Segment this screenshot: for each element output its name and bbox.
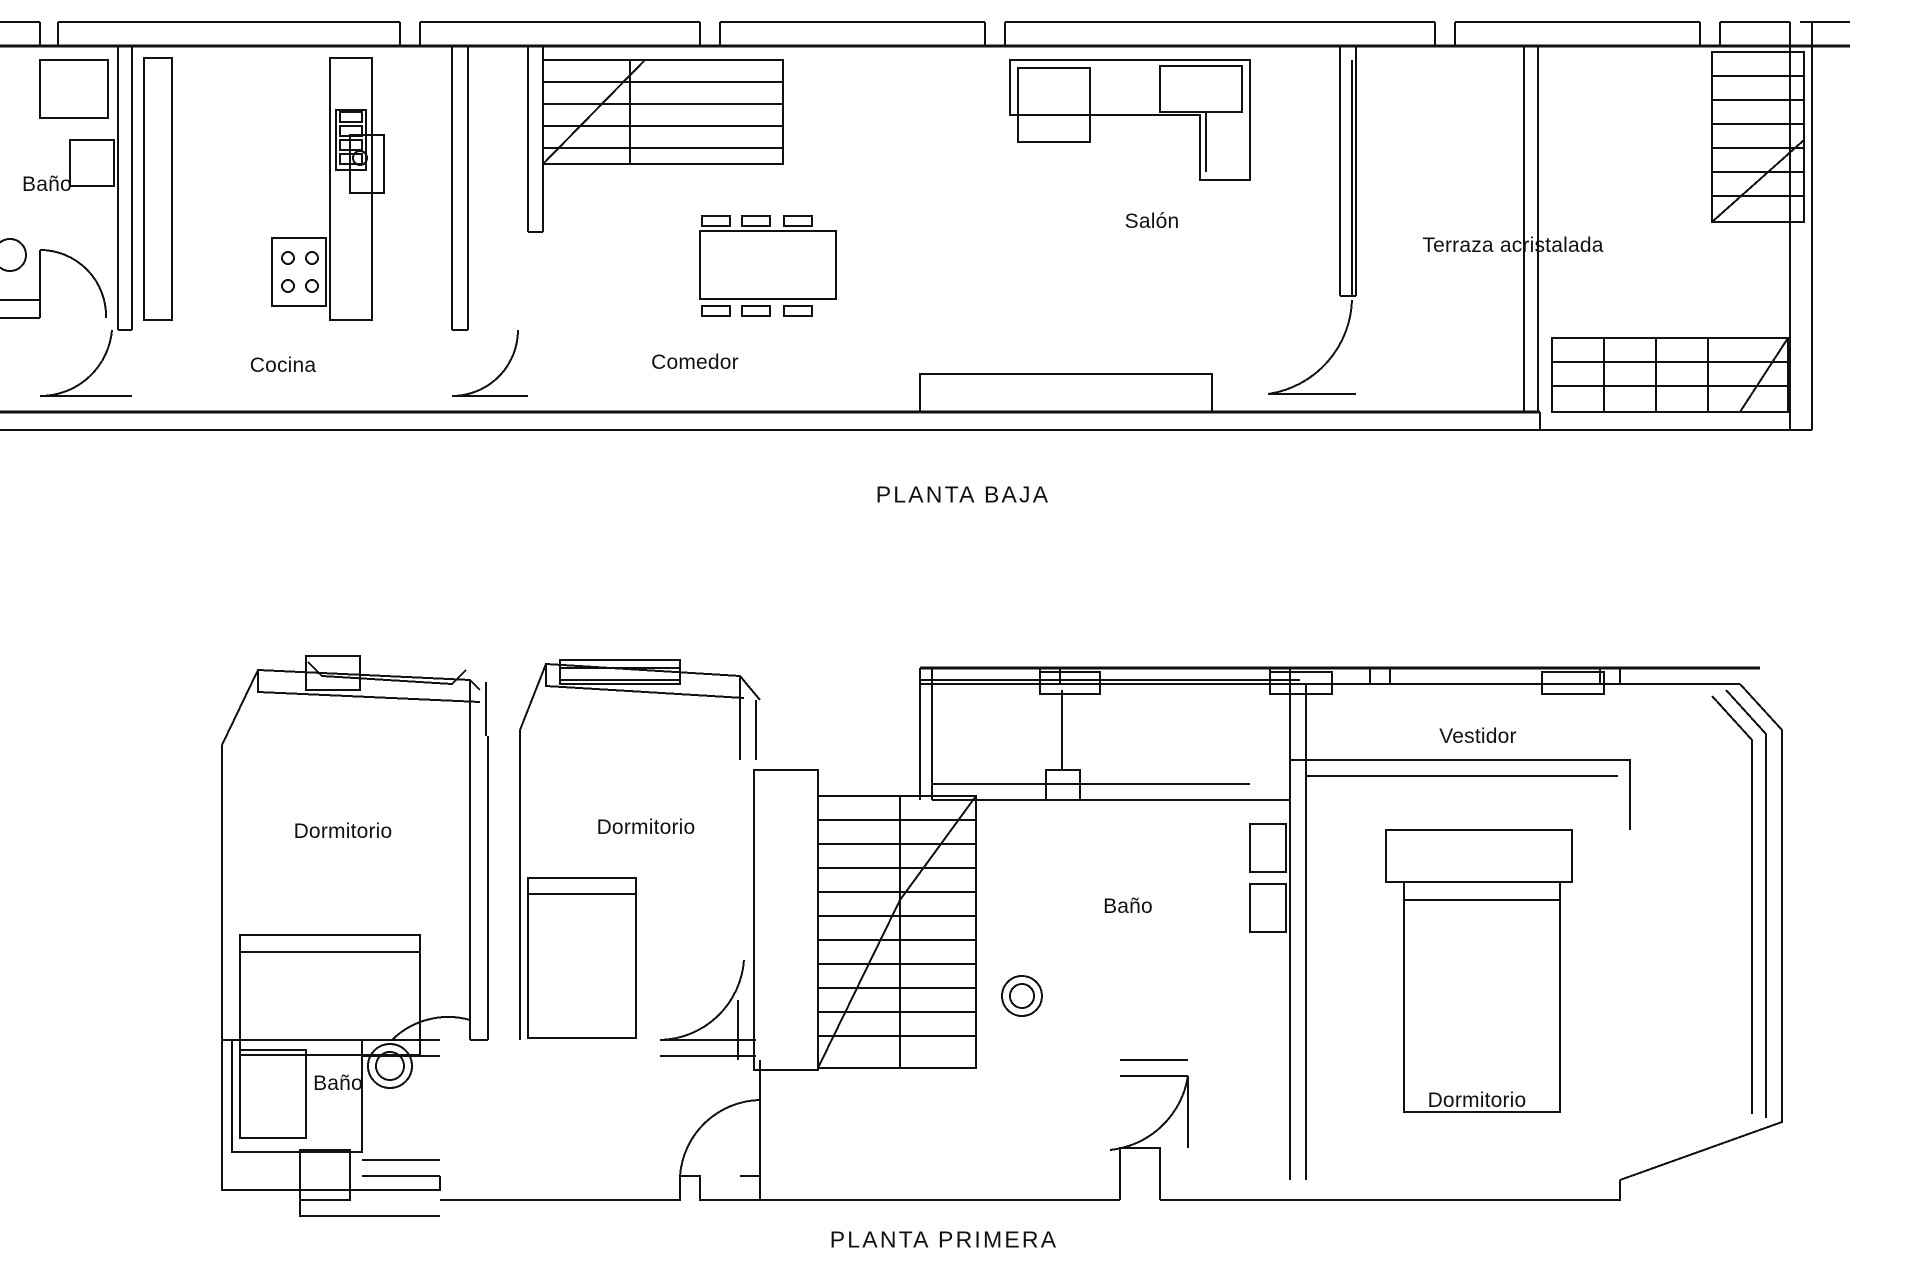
floor-title-planta-primera: PLANTA PRIMERA <box>829 1226 1059 1253</box>
room-label-bano-planta-baja: Baño <box>22 173 72 196</box>
floor-title-planta-baja: PLANTA BAJA <box>875 481 1051 508</box>
room-label-dormitorio-2: Dormitorio <box>596 816 696 839</box>
room-label-vestidor: Vestidor <box>1439 725 1517 748</box>
room-label-dormitorio-3: Dormitorio <box>1427 1089 1527 1112</box>
room-label-terraza-acristalada: Terraza acristalada <box>1422 234 1604 257</box>
room-label-cocina: Cocina <box>249 354 317 377</box>
room-label-bano-pequeno: Baño <box>313 1072 363 1095</box>
room-label-comedor: Comedor <box>651 351 739 374</box>
room-label-dormitorio-1: Dormitorio <box>293 820 393 843</box>
room-label-bano-planta-primera: Baño <box>1103 895 1153 918</box>
room-label-salon: Salón <box>1124 210 1180 233</box>
